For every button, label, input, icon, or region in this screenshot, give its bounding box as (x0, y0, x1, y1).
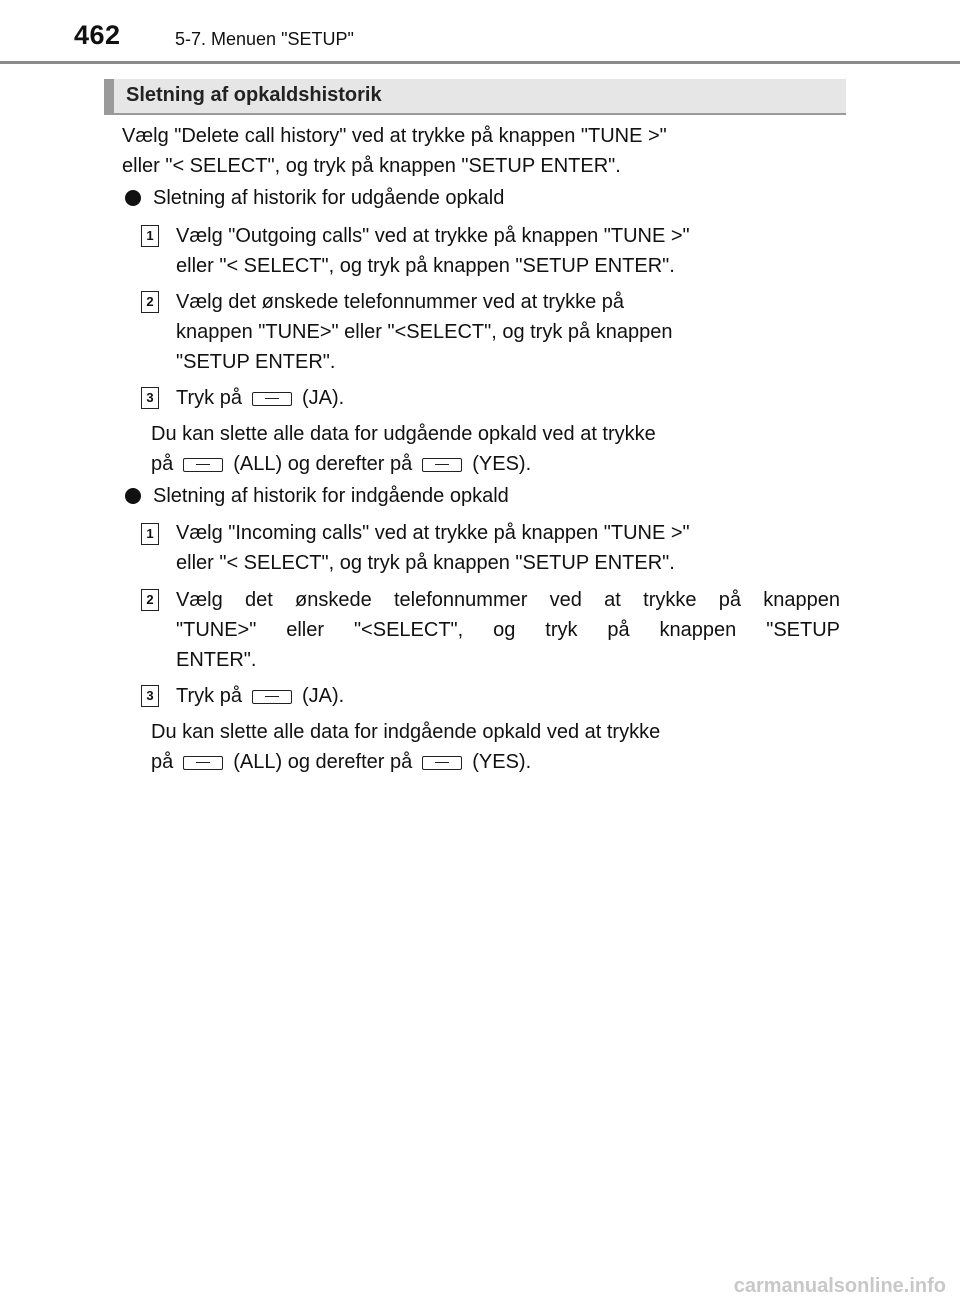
note-text: (ALL) og derefter på (233, 453, 413, 475)
note-text: (ALL) og derefter på (233, 751, 413, 773)
step-number-badge: 2 (141, 589, 159, 611)
bullet-heading: Sletning af historik for indgående opkald (153, 485, 509, 507)
chapter-title: 5-7. Menuen "SETUP" (175, 29, 354, 49)
note-line: Du kan slette alle data for udgående opkald ved at trykke (151, 423, 656, 445)
intro-line: eller "< SELECT", og tryk på knappen "SETUP ENTER". (122, 155, 621, 177)
step-line: eller "< SELECT", og tryk på knappen "SETUP ENTER". (176, 552, 675, 574)
intro-paragraph (122, 121, 842, 181)
note-text: (YES). (472, 751, 532, 773)
note-paragraph (151, 419, 841, 479)
step-line: (JA). (301, 685, 345, 707)
page-number: 462 (74, 20, 121, 50)
step-line: Vælg det ønskede telefonnummer ved at trykke på knappen (176, 589, 840, 611)
step-line: "SETUP ENTER". (176, 351, 336, 373)
step-number-badge: 1 (141, 225, 159, 247)
step-line: "TUNE>" eller "<SELECT", og tryk på knappen "SETUP (176, 619, 840, 641)
section-title: Sletning af opkaldshistorik (126, 84, 382, 106)
screen-button-icon (422, 458, 462, 472)
step-line: Vælg det ønskede telefonnummer ved at trykke på (176, 291, 625, 313)
step-line: Tryk på (176, 685, 242, 707)
step-text (176, 287, 840, 377)
screen-button-icon (252, 392, 292, 406)
step-text (176, 383, 840, 413)
step-line: eller "< SELECT", og tryk på knappen "SETUP ENTER". (176, 255, 675, 277)
section-heading-bar (104, 79, 114, 113)
step-number-badge: 1 (141, 523, 159, 545)
section-heading-box (104, 79, 846, 115)
step-number-badge: 3 (141, 685, 159, 707)
header-divider (0, 61, 960, 64)
bullet-dot-icon (125, 190, 141, 206)
step-text (176, 518, 840, 578)
step-line: ENTER". (176, 649, 257, 671)
intro-line: Vælg "Delete call history" ved at trykke på knappen "TUNE >" (122, 125, 667, 147)
note-text: (YES). (472, 453, 532, 475)
step-line: knappen "TUNE>" eller "<SELECT", og tryk på knappen (176, 321, 673, 343)
step-line: Tryk på (176, 387, 242, 409)
step-line: Vælg "Outgoing calls" ved at trykke på knappen "TUNE >" (176, 225, 690, 247)
step-number-badge: 2 (141, 291, 159, 313)
note-paragraph (151, 717, 841, 777)
note-text: på (151, 453, 174, 475)
bullet-heading: Sletning af historik for udgående opkald (153, 187, 505, 209)
bullet-dot-icon (125, 488, 141, 504)
screen-button-icon (252, 690, 292, 704)
step-text (176, 681, 840, 711)
step-line: Vælg "Incoming calls" ved at trykke på knappen "TUNE >" (176, 522, 690, 544)
step-text (176, 221, 840, 281)
screen-button-icon (183, 756, 223, 770)
note-line: Du kan slette alle data for indgående opkald ved at trykke (151, 721, 661, 743)
step-line: (JA). (301, 387, 345, 409)
screen-button-icon (183, 458, 223, 472)
step-number-badge: 3 (141, 387, 159, 409)
note-text: på (151, 751, 174, 773)
watermark: carmanualsonline.info (733, 1275, 946, 1297)
step-text (176, 585, 840, 675)
screen-button-icon (422, 756, 462, 770)
